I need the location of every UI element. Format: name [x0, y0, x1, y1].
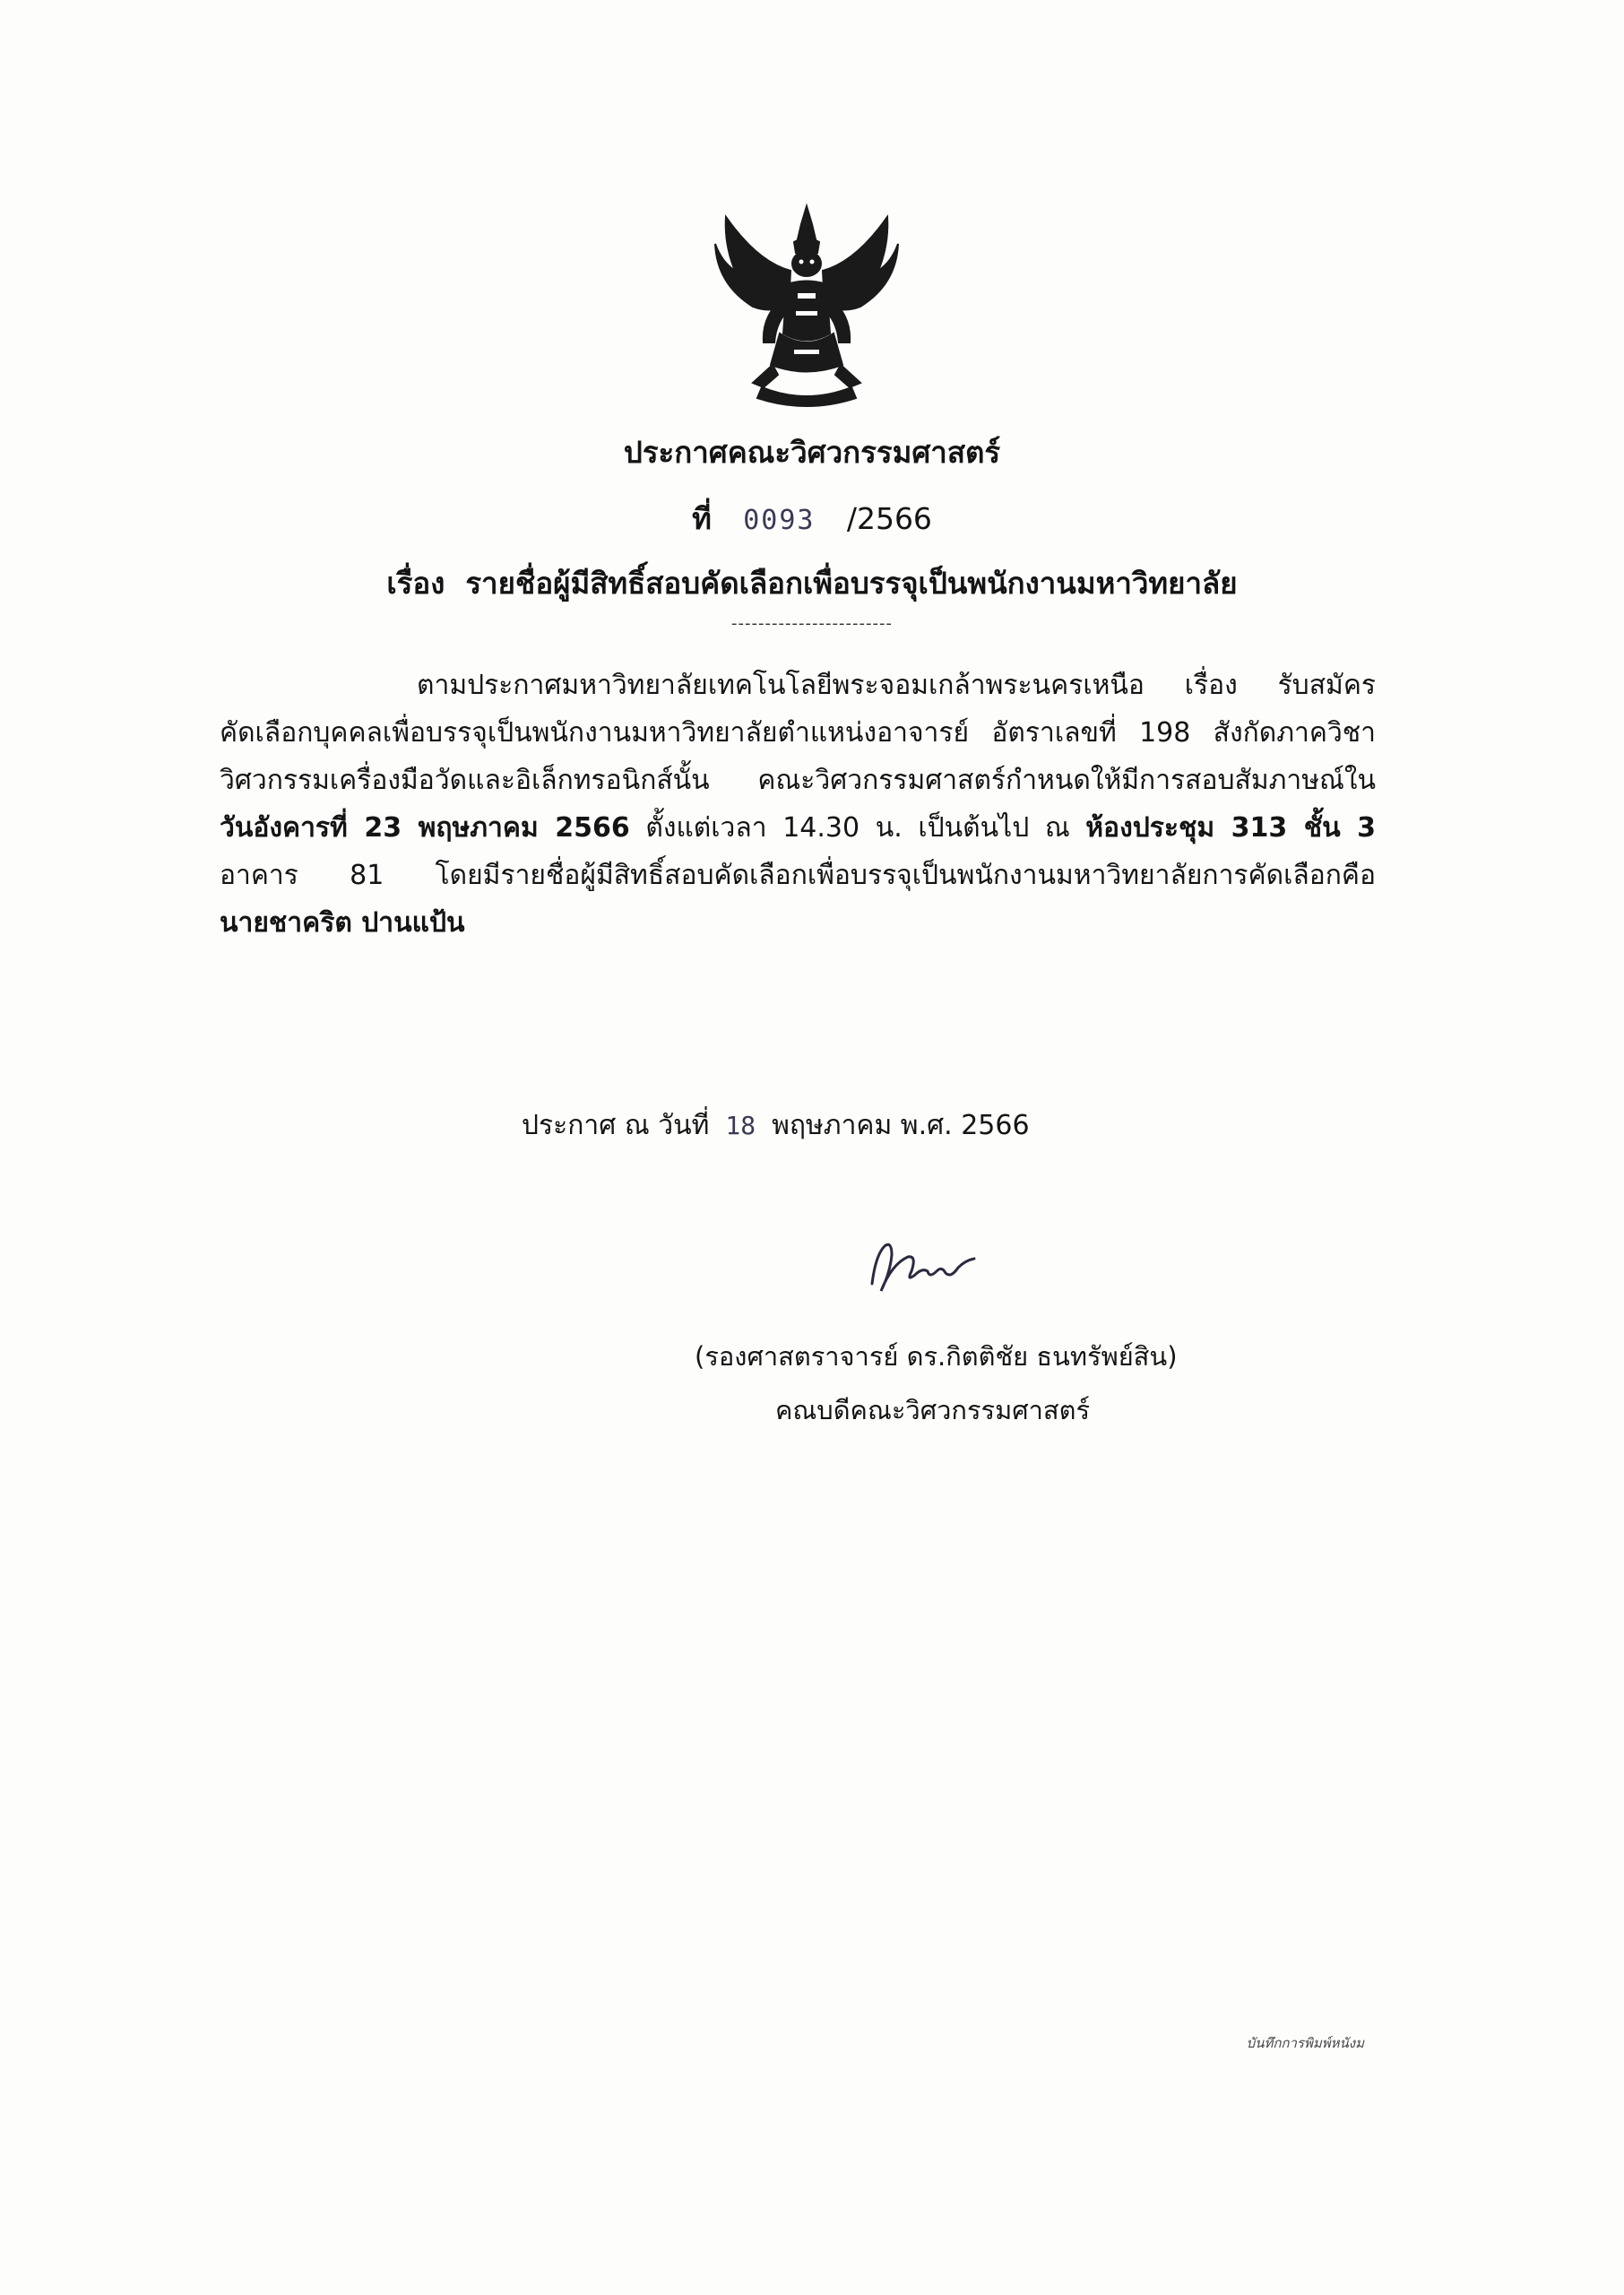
handwritten-number: 0093 — [743, 505, 816, 536]
subject-label: เรื่อง — [386, 566, 445, 601]
footer-note: บันทึกการพิมพ์หนังม — [1246, 2035, 1364, 2051]
number-label: ที่ — [692, 501, 712, 536]
candidate-name: นายชาคริต ปานแป้น — [220, 907, 465, 939]
body-line-5: อาคาร 81 โดยมีรายชื่อผู้มีสิทธิ์สอบคัดเลือกเพื่อบรรจุเป็นพนักงานมหาวิทยาลัยการคัดเลือกคือ — [220, 860, 1376, 891]
separator-line: ------------------------ — [731, 614, 893, 633]
date-prefix: ประกาศ ณ วันที่ — [522, 1110, 710, 1141]
body-line-3: วิศวกรรมเครื่องมือวัดและอิเล็กทรอนิกส์นั้น คณะวิศวกรรมศาสตร์กำหนดให้มีการสอบสัมภาษณ์ใน — [220, 765, 1376, 796]
garuda-emblem-icon — [708, 199, 905, 410]
handwritten-day: 18 — [725, 1111, 756, 1140]
page-title: ประกาศคณะวิศวกรรมศาสตร์ — [623, 435, 1001, 470]
announcement-date — [522, 1104, 1030, 1147]
body-line-2: คัดเลือกบุคคลเพื่อบรรจุเป็นพนักงานมหาวิทยาลัยตำแหน่งอาจารย์ อัตราเลขที่ 198 สังกัดภาควิชา — [220, 717, 1376, 749]
document-number — [0, 495, 1624, 542]
announcement-body — [220, 662, 1376, 947]
body-line-1: ตามประกาศมหาวิทยาลัยเทคโนโลยีพระจอมเกล้าพระนครเหนือ เรื่อง รับสมัคร — [417, 670, 1376, 701]
number-year: /2566 — [846, 501, 932, 536]
signature-icon — [865, 1219, 990, 1300]
body-line-4 — [220, 804, 1376, 852]
signatory-name: (รองศาสตราจารย์ ดร.กิตติชัย ธนทรัพย์สิน) — [695, 1341, 1178, 1372]
subject-text: รายชื่อผู้มีสิทธิ์สอบคัดเลือกเพื่อบรรจุเป็นพนักงานมหาวิทยาลัย — [465, 566, 1238, 601]
interview-date: วันอังคารที่ 23 พฤษภาคม 2566 — [220, 812, 630, 844]
interview-time: ตั้งแต่เวลา 14.30 น. เป็นต้นไป ณ — [629, 812, 1086, 844]
subject-line — [0, 559, 1624, 607]
interview-room: ห้องประชุม 313 ชั้น 3 — [1085, 812, 1376, 844]
date-suffix: พฤษภาคม พ.ศ. 2566 — [772, 1110, 1030, 1141]
signatory-position: คณบดีคณะวิศวกรรมศาสตร์ — [775, 1395, 1091, 1425]
